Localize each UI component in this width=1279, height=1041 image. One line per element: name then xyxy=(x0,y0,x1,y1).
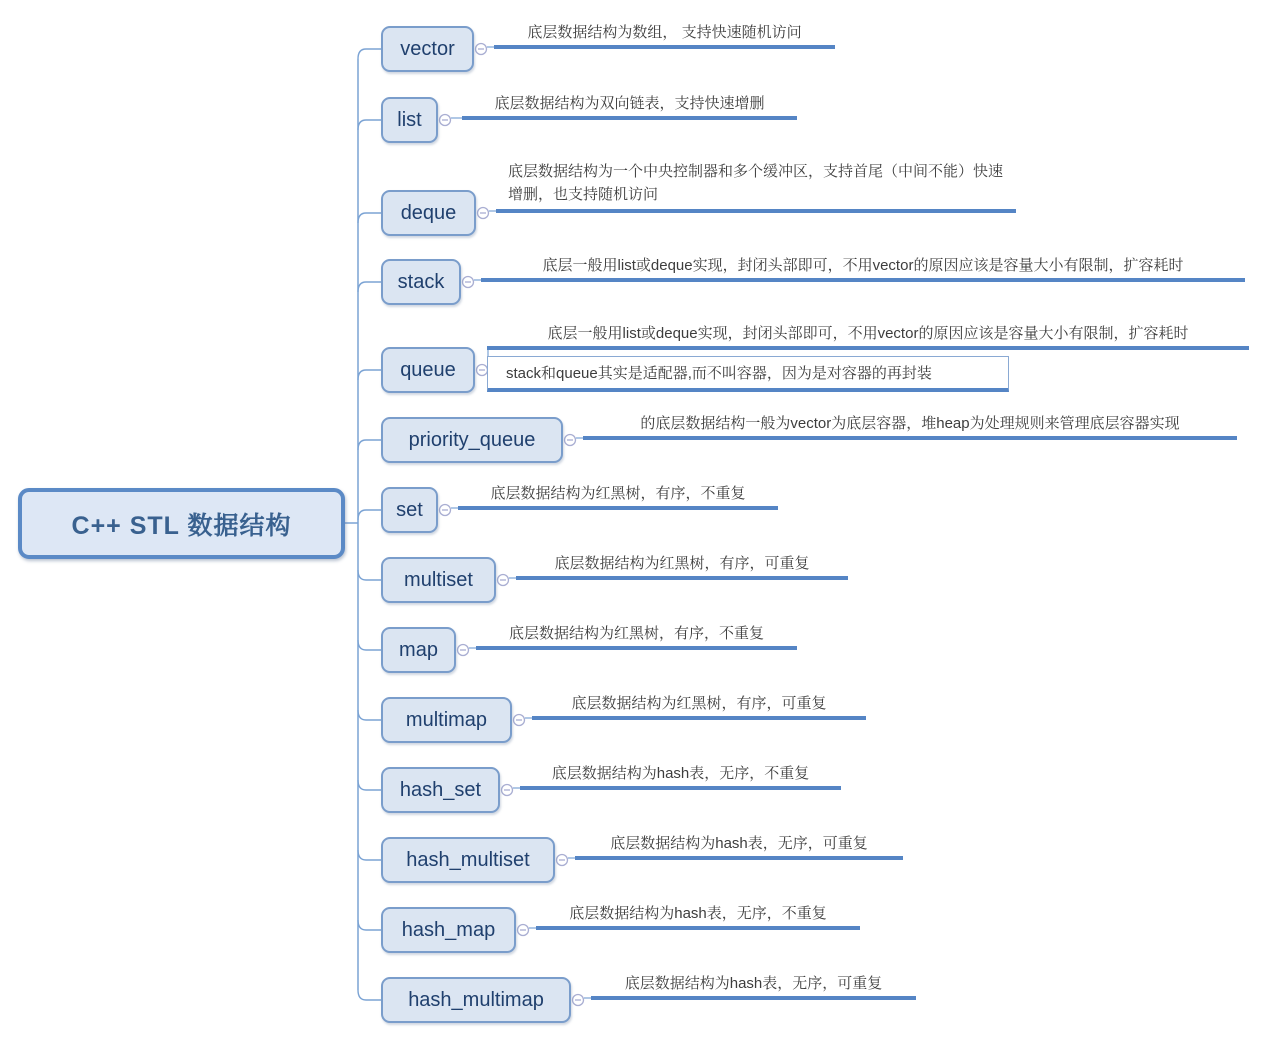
node-label: set xyxy=(396,498,423,521)
node-hash-set[interactable] xyxy=(381,767,500,813)
node-set[interactable] xyxy=(381,487,438,533)
branch-curve xyxy=(358,850,381,860)
minus-circle-icon[interactable] xyxy=(514,715,525,726)
node-hash-map[interactable] xyxy=(381,907,516,953)
node-hash-multimap[interactable] xyxy=(381,977,571,1023)
branch-curve xyxy=(358,49,381,59)
minus-circle-icon[interactable] xyxy=(478,208,489,219)
branch-curve xyxy=(358,920,381,930)
node-label: multiset xyxy=(404,568,473,591)
root-label: C++ STL 数据结构 xyxy=(71,511,292,540)
node-priority-queue[interactable] xyxy=(381,417,563,463)
node-multiset[interactable] xyxy=(381,557,496,603)
node-label: priority_queue xyxy=(408,428,536,451)
minus-circle-icon[interactable] xyxy=(440,505,451,516)
node-stack[interactable] xyxy=(381,259,461,305)
branch-curve xyxy=(358,510,381,520)
branch-curve xyxy=(358,370,381,380)
desc-map[interactable] xyxy=(476,618,797,650)
branch-curve xyxy=(358,710,381,720)
desc-hash-multimap[interactable] xyxy=(591,968,916,1000)
desc-text: 底层一般用list或deque实现，封闭头部即可，不用vector的原因应该是容量大小有限制，扩容耗时 xyxy=(542,257,1184,274)
node-label: vector xyxy=(400,37,455,60)
minus-circle-icon[interactable] xyxy=(518,925,529,936)
desc-text: 底层数据结构为红黑树，有序，不重复 xyxy=(490,485,746,502)
desc-text: 底层数据结构为数组， 支持快速随机访问 xyxy=(527,24,802,41)
node-label: list xyxy=(397,108,422,131)
desc-text: 底层数据结构为hash表，无序，可重复 xyxy=(610,835,868,852)
branch-curve xyxy=(358,213,381,223)
branch-curve xyxy=(358,120,381,130)
desc-priority-queue[interactable] xyxy=(583,408,1237,440)
node-label: hash_map xyxy=(401,918,496,941)
desc-stack[interactable] xyxy=(481,250,1245,282)
minus-circle-icon[interactable] xyxy=(477,365,488,376)
branch-curve xyxy=(358,780,381,790)
desc-deque[interactable] xyxy=(496,157,1016,213)
node-vector[interactable] xyxy=(381,26,474,72)
node-list[interactable] xyxy=(381,97,438,143)
desc-text: 底层数据结构为双向链表，支持快速增删 xyxy=(494,95,765,112)
node-label: map xyxy=(399,638,438,661)
desc-text: 底层数据结构为hash表，无序，可重复 xyxy=(624,975,883,992)
desc-text: 底层数据结构为红黑树，有序，不重复 xyxy=(508,625,764,642)
minus-circle-icon[interactable] xyxy=(476,44,487,55)
node-label: deque xyxy=(400,201,457,224)
note-queue-adapter[interactable] xyxy=(487,356,1009,392)
node-deque[interactable] xyxy=(381,190,476,236)
minus-circle-icon[interactable] xyxy=(498,575,509,586)
node-hash-multiset[interactable] xyxy=(381,837,555,883)
desc-set[interactable] xyxy=(458,478,778,510)
desc-multimap[interactable] xyxy=(532,688,866,720)
desc-text: 底层数据结构为hash表，无序，不重复 xyxy=(551,765,810,782)
desc-text: 的底层数据结构一般为vector为底层容器，堆heap为处理规则来管理底层容器实现 xyxy=(640,415,1180,432)
minus-circle-icon[interactable] xyxy=(463,277,474,288)
desc-text: 底层数据结构为一个中央控制器和多个缓冲区，支持首尾（中间不能）快速增删，也支持随机访问 xyxy=(508,163,1004,203)
node-map[interactable] xyxy=(381,627,456,673)
node-label: hash_multiset xyxy=(406,848,530,871)
node-label: hash_set xyxy=(399,778,482,801)
desc-text: 底层数据结构为hash表，无序，不重复 xyxy=(569,905,827,922)
minus-circle-icon[interactable] xyxy=(502,785,513,796)
desc-hash-multiset[interactable] xyxy=(575,828,903,860)
branch-curve xyxy=(358,282,381,292)
desc-hash-map[interactable] xyxy=(536,898,860,930)
minus-circle-icon[interactable] xyxy=(565,435,576,446)
desc-text: 底层一般用list或deque实现，封闭头部即可，不用vector的原因应该是容量大小有限制，扩容耗时 xyxy=(547,325,1189,342)
desc-queue[interactable] xyxy=(487,318,1249,350)
branch-curve xyxy=(358,640,381,650)
desc-text: 底层数据结构为红黑树，有序，可重复 xyxy=(554,555,810,572)
minus-circle-icon[interactable] xyxy=(557,855,568,866)
note-text: stack和queue其实是适配器,而不叫容器，因为是对容器的再封装 xyxy=(506,365,932,382)
node-queue[interactable] xyxy=(381,347,475,393)
node-label: queue xyxy=(400,358,456,381)
root-node[interactable] xyxy=(18,488,345,559)
branch-curve xyxy=(358,990,381,1000)
node-label: hash_multimap xyxy=(408,988,544,1011)
node-multimap[interactable] xyxy=(381,697,512,743)
branch-curve xyxy=(358,440,381,450)
desc-vector[interactable] xyxy=(494,17,835,49)
desc-text: 底层数据结构为红黑树，有序，可重复 xyxy=(571,695,827,712)
node-label: stack xyxy=(397,270,445,293)
minus-circle-icon[interactable] xyxy=(573,995,584,1006)
minus-circle-icon[interactable] xyxy=(440,115,451,126)
desc-list[interactable] xyxy=(462,88,797,120)
desc-hash-set[interactable] xyxy=(520,758,841,790)
desc-multiset[interactable] xyxy=(516,548,848,580)
branch-curve xyxy=(358,570,381,580)
node-label: multimap xyxy=(405,708,488,731)
minus-circle-icon[interactable] xyxy=(458,645,469,656)
